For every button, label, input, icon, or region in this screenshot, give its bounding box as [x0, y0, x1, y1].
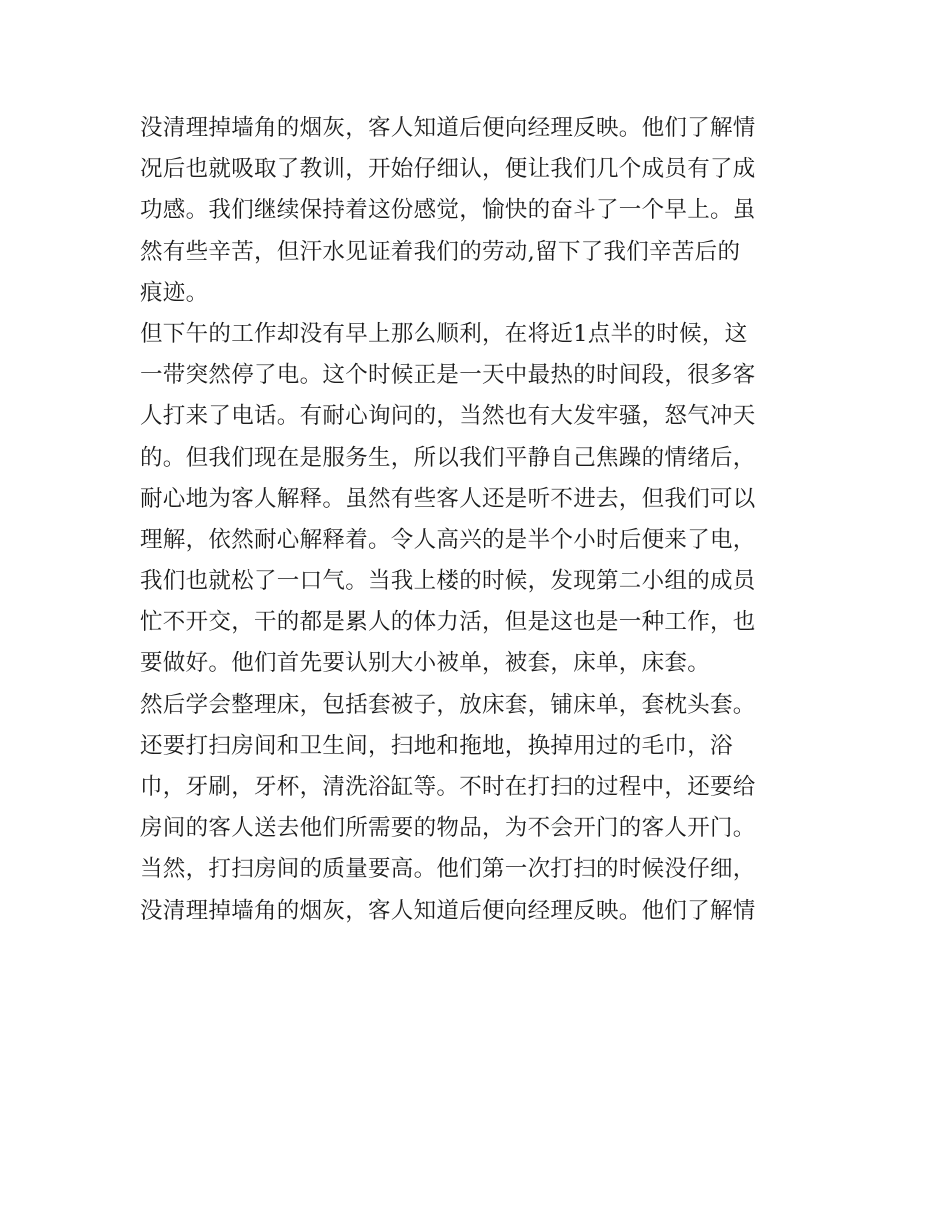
text-line-10: 耐心地为客人解释。虽然有些客人还是听不进去，但我们可以 — [140, 485, 756, 512]
text-line-4: 然有些辛苦，但汗水见证着我们的劳动,留下了我们辛苦后的 — [140, 238, 741, 265]
text-line-19: 当然，打扫房间的质量要高。他们第一次打扫的时候没仔细， — [140, 856, 756, 883]
text-line-3: 功感。我们继续保持着这份感觉，愉快的奋斗了一个早上。虽 — [140, 197, 756, 224]
text-line-7: 一带突然停了电。这个时候正是一天中最热的时间段，很多客 — [140, 362, 756, 389]
text-line-13: 忙不开交，干的都是累人的体力活，但是这也是一种工作，也 — [140, 609, 756, 636]
text-line-16: 还要打扫房间和卫生间，扫地和拖地，换掉用过的毛巾，浴 — [140, 732, 733, 759]
text-line-6: 但下午的工作却没有早上那么顺利，在将近1点半的时候，这 — [140, 320, 748, 347]
text-line-5: 痕迹。 — [140, 279, 209, 306]
text-line-11: 理解，依然耐心解释着。令人高兴的是半个小时后便来了电， — [140, 526, 756, 553]
text-line-8: 人打来了电话。有耐心询问的，当然也有大发牢骚，怒气冲天 — [140, 403, 756, 430]
text-line-20: 没清理掉墙角的烟灰，客人知道后便向经理反映。他们了解情 — [140, 897, 756, 924]
text-line-2: 况后也就吸取了教训，开始仔细认，便让我们几个成员有了成 — [140, 156, 756, 183]
text-line-1: 没清理掉墙角的烟灰，客人知道后便向经理反映。他们了解情 — [140, 115, 756, 141]
text-line-14: 要做好。他们首先要认别大小被单，被套，床单，床套。 — [140, 650, 711, 677]
text-line-12: 我们也就松了一口气。当我上楼的时候，发现第二小组的成员 — [140, 568, 756, 595]
text-line-15: 然后学会整理床，包括套被子，放床套，铺床单，套枕头套。 — [140, 691, 756, 718]
text-line-17: 巾，牙刷，牙杯，清洗浴缸等。不时在打扫的过程中，还要给 — [140, 774, 756, 800]
text-line-9: 的。但我们现在是服务生，所以我们平静自己焦躁的情绪后， — [140, 444, 756, 471]
document-body — [140, 108, 820, 932]
text-line-18: 房间的客人送去他们所需要的物品，为不会开门的客人开门。 — [140, 815, 756, 842]
